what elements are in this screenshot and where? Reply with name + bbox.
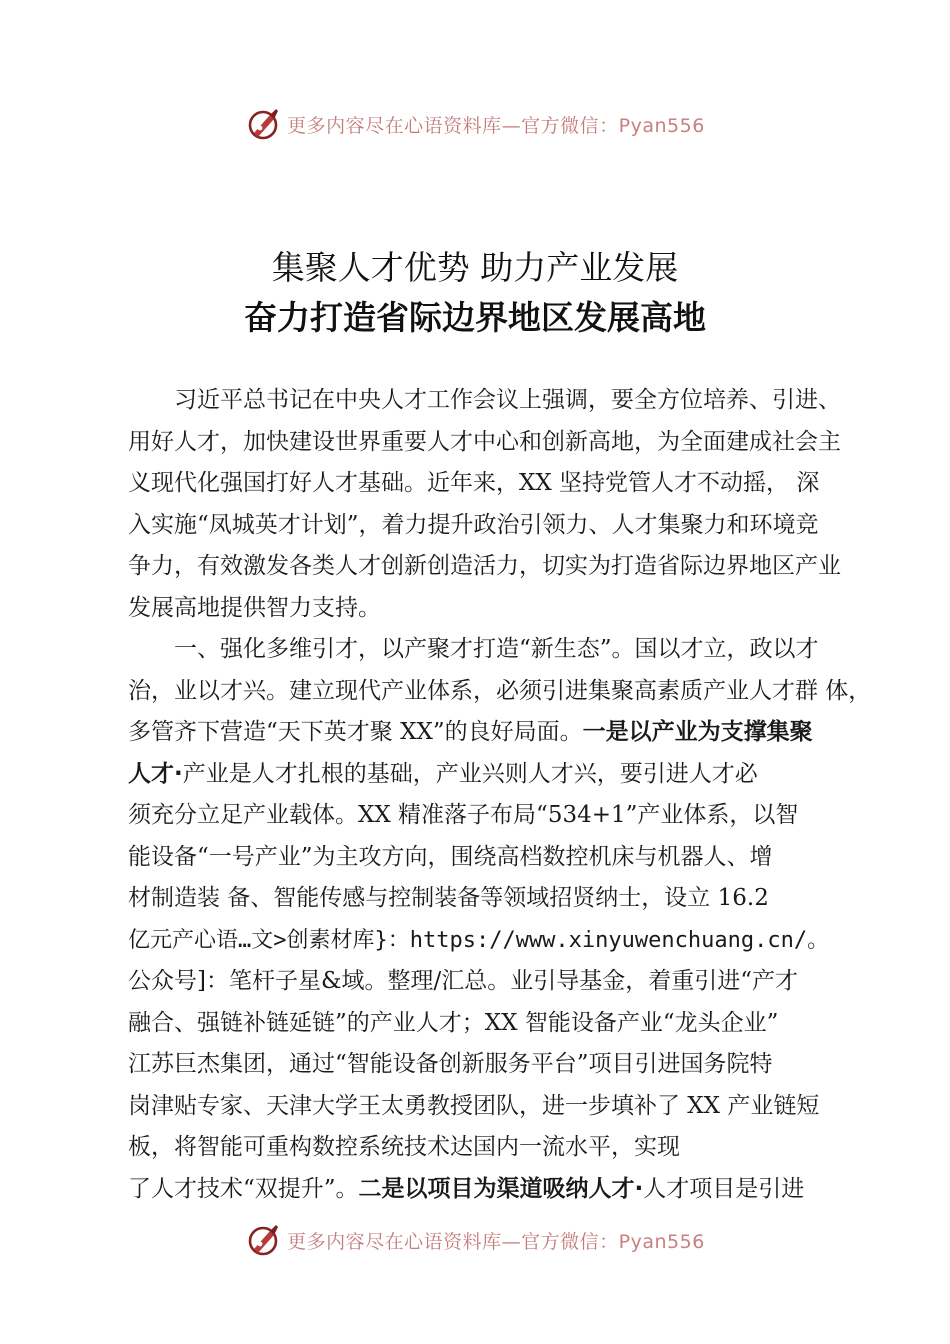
text-line: 能设备“一号产业”为主攻方向，围绕高档数控机床与机器人、增 <box>128 843 773 870</box>
bold-heading: 人才· <box>128 760 183 787</box>
header-banner <box>0 102 950 146</box>
text-line: 争力，有效激发各类人才创新创造活力，切实为打造省际边界地区产业 <box>128 553 841 579</box>
bold-heading: 一是以产业为支撑集聚 <box>582 719 813 745</box>
footer-banner <box>0 1218 950 1262</box>
text-span: 了人才技术“双提升”。 <box>128 1175 359 1202</box>
text-line: 须充分立足产业载体。XX 精准落子布局“534+1”产业体系，以智 <box>128 802 799 828</box>
text-line: 融合、强链补链延链”的产业人才；XX 智能设备产业“龙头企业” <box>128 1009 779 1036</box>
text-line: 入实施“凤城英才计划”，着力提升政治引领力、人才集聚力和环境竞 <box>128 511 819 538</box>
text-line: 义现代化强国打好人才基础。近年来，XX 坚持党管人才不动摇， 深 <box>128 470 820 496</box>
wechat-id: Pyan556 <box>618 114 705 137</box>
text-line <box>128 1169 890 1211</box>
document-title-line1: 集聚人才优势 助力产业发展 <box>271 248 679 287</box>
banner-text: 更多内容尽在心语资料库—官方微信：Pyan556 <box>287 1230 705 1253</box>
text-line: 板，将智能可重构数控系统技术达国内一流水平，实现 <box>128 1134 680 1160</box>
text-line: 一、强化多维引才，以产聚才打造“新生态”。国以才立，政以才 <box>174 636 819 662</box>
text-line: 岗津贴专家、天津大学王太勇教授团队，进一步填补了 XX 产业链短 <box>128 1092 820 1119</box>
wechat-id: Pyan556 <box>618 1230 705 1253</box>
bold-heading: 二是以项目为渠道吸纳人才· <box>358 1175 644 1202</box>
document-body <box>128 380 890 1210</box>
banner-text: 更多内容尽在心语资料库—官方微信：Pyan556 <box>287 114 705 137</box>
text-line: 江苏巨杰集团，通过“智能设备创新服务平台”项目引进国务院特 <box>128 1051 773 1077</box>
text-line <box>128 712 890 754</box>
text-line: 发展高地提供智力支持。 <box>128 594 381 621</box>
text-line: 材制造装 备、智能传感与控制装备等领域招贤纳士，设立 16.2 <box>128 885 769 911</box>
text-line: 亿元产心语…文>创素材库}：https://www.xinyuwenchuang.cn/。 <box>128 927 830 953</box>
document-title-line2: 奋力打造省际边界地区发展高地 <box>244 298 706 337</box>
text-span: 多管齐下营造“天下英才聚 XX”的良好局面。 <box>128 719 583 745</box>
text-line: 治，业以才兴。建立现代产业体系，必须引进集聚高素质产业人才群 体， <box>128 677 872 704</box>
text-span: 人才项目是引进 <box>643 1175 805 1202</box>
text-line: 用好人才，加快建设世界重要人才中心和创新高地，为全面建成社会主 <box>128 428 841 455</box>
text-span: 产业是人才扎根的基础，产业兴则人才兴，要引进人才必 <box>182 760 758 787</box>
pen-logo-icon <box>245 1222 281 1258</box>
text-line: 公众号]：笔杆子星&域。整理/汇总。业引导基金，着重引进“产才 <box>128 968 798 994</box>
pen-logo-icon <box>245 106 281 142</box>
text-line <box>128 754 890 796</box>
text-line: 习近平总书记在中央人才工作会议上强调，要全方位培养、引进、 <box>174 387 841 413</box>
